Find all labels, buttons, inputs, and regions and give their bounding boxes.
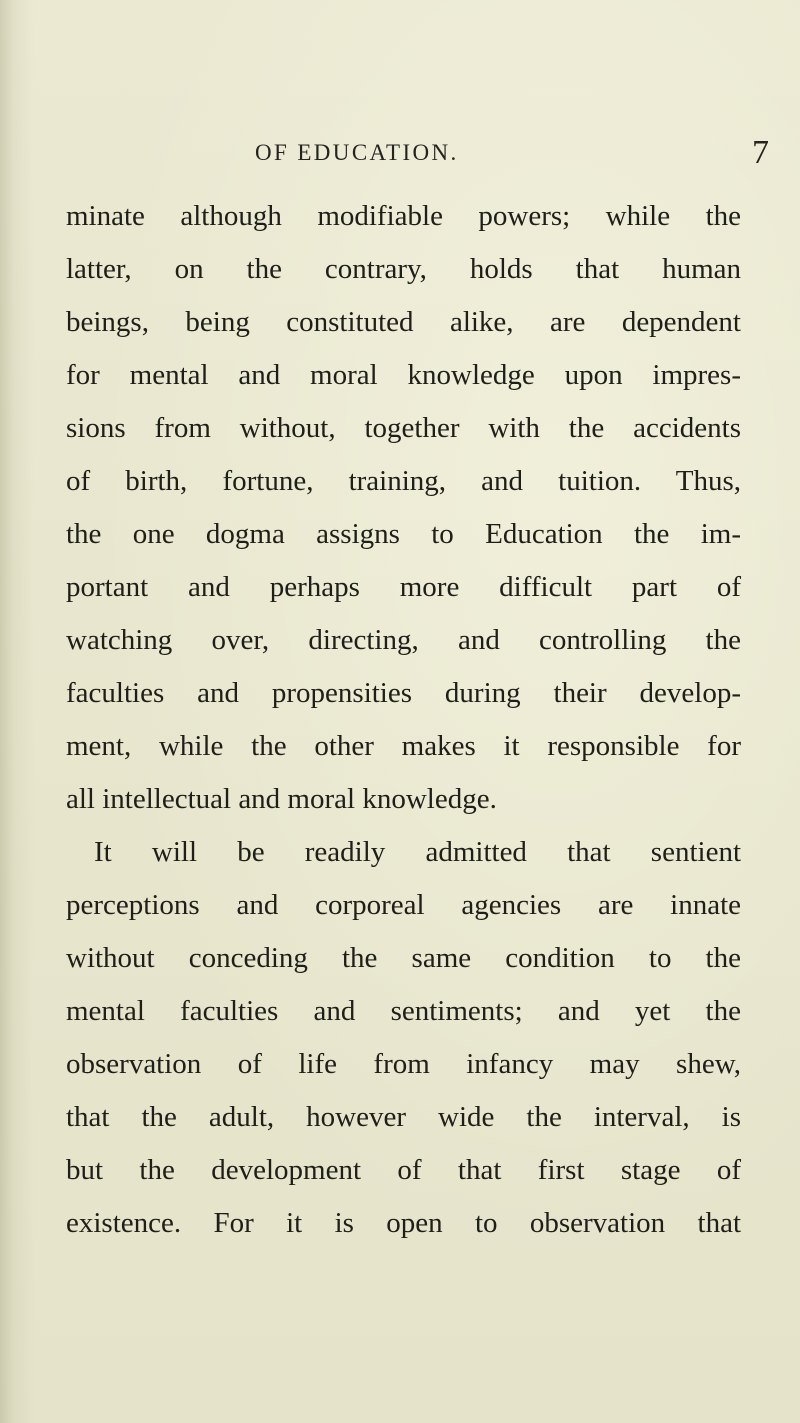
body-text (66, 190, 741, 1250)
text-line: mental faculties and sentiments; and yet the (66, 995, 741, 1027)
running-head (0, 134, 800, 174)
text-line: minate although modifiable powers; while the (66, 200, 741, 232)
text-line: of birth, fortune, training, and tuition. Thus, (66, 465, 741, 497)
text-line: but the development of that first stage of (66, 1154, 741, 1186)
text-line: the one dogma assigns to Education the im- (66, 518, 741, 550)
text-line: without conceding the same condition to the (66, 942, 741, 974)
text-line: sions from without, together with the accidents (66, 412, 741, 444)
page-number: 7 (752, 134, 769, 171)
text-line: latter, on the contrary, holds that human (66, 253, 741, 285)
text-line: portant and perhaps more difficult part of (66, 571, 741, 603)
text-line: ment, while the other makes it responsible for (66, 730, 741, 762)
paragraph-1 (66, 190, 741, 826)
text-line: for mental and moral knowledge upon impres- (66, 359, 741, 391)
text-line: that the adult, however wide the interval, is (66, 1101, 741, 1133)
text-line: observation of life from infancy may shew, (66, 1048, 741, 1080)
text-line: all intellectual and moral knowledge. (66, 783, 497, 815)
text-line: existence. For it is open to observation that (66, 1207, 741, 1239)
text-line: perceptions and corporeal agencies are innate (66, 889, 741, 921)
text-line: beings, being constituted alike, are dependent (66, 306, 741, 338)
text-line: faculties and propensities during their develop- (66, 677, 741, 709)
text-line: watching over, directing, and controlling the (66, 624, 741, 656)
paragraph-2 (66, 826, 741, 1250)
text-line: It will be readily admitted that sentient (94, 836, 741, 868)
running-head-title: OF EDUCATION. (255, 140, 459, 165)
